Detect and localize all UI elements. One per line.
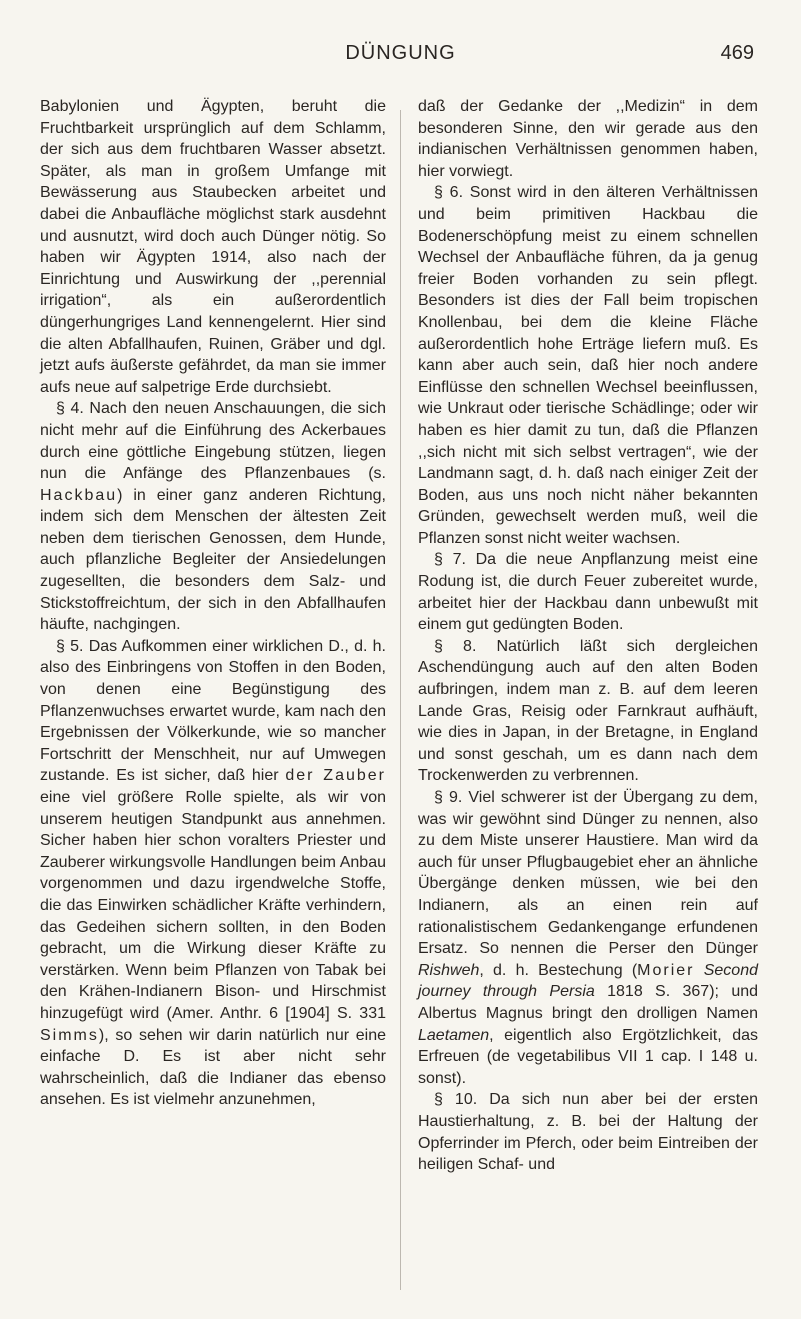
spaced-author-morier: Morier bbox=[637, 961, 695, 979]
section-5-text-c: ), so sehen wir darin natürlich nur eine einfache D. Es ist aber nicht sehr wahrscheinlich, daß die Indianer das ebenso ansehen. Es ist vielmehr anzunehmen, bbox=[40, 1026, 386, 1109]
section-9-text-a: § 9. Viel schwerer ist der Übergang zu dem, was wir gewöhnt sind Dünger zu nennen, also zu dem Miste unserer Haustiere. Man wird da auch für unser Pflugbaugebiet eher an ähnliche Übergänge denken müssen, wie bei den Indianern, als an einen rein auf rationalistischem Gedankengange erfundenen Ersatz. So nennen die Perser den Dünger bbox=[418, 789, 758, 958]
paragraph-section-7 bbox=[418, 549, 758, 635]
spaced-term-hackbau: Hackbau bbox=[40, 486, 118, 504]
italic-title-second-journey: Second journey through Persia bbox=[418, 961, 758, 1001]
paragraph-section-6 bbox=[418, 182, 758, 549]
spaced-author-simms: Simms bbox=[40, 1026, 99, 1044]
paragraph-section-10 bbox=[418, 1089, 758, 1175]
section-7-text: § 7. Da die neue Anpflanzung meist eine Rodung ist, die durch Feuer zubereitet wurde, arbeitet hier der Hackbau dann unbewußt mit einem gut gedüngten Boden. bbox=[418, 551, 758, 634]
continuation-text: daß der Gedanke der ,,Medizin“ in dem besonderen Sinne, den wir gerade aus den indianischen Verhältnissen genommen haben, hier vorwiegt. bbox=[418, 98, 758, 180]
paragraph-section-4 bbox=[40, 398, 386, 636]
paragraph-continuation bbox=[418, 96, 758, 182]
italic-term-laetamen: Laetamen bbox=[418, 1026, 490, 1044]
paragraph-intro bbox=[40, 96, 386, 398]
left-column bbox=[40, 96, 386, 1111]
section-5-text-b: eine viel größere Rolle spielte, als wir von unserem heutigen Standpunkt aus annehmen. Sicher haben hier schon voralters Priester und Zauberer wirkungsvolle Handlungen beim Anbau vorgenommen und dazu irgendwelche Stoffe, die das Einwirken schädlicher Kräfte verhindern, das Gedeihen sichern sollten, in den Boden gebracht, um die Wirkung dieser Kräfte zu verstärken. Wenn beim Pflanzen von Tabak bei den Krähen-Indianern Bison- und Hirschmist hinzugefügt wird (Amer. Anthr. 6 [1904] S. 331 bbox=[40, 789, 386, 1022]
paragraph-section-9 bbox=[418, 787, 758, 1089]
section-9-text-d: 1818 S. 367); und Albertus Magnus bringt den drolligen Namen bbox=[418, 983, 759, 1022]
section-9-text-e: , eigentlich also Ergötzlichkeit, das Erfreuen (de vegetabilibus VII 1 cap. I 148 u. sonst). bbox=[418, 1026, 758, 1087]
section-9-space bbox=[695, 962, 704, 979]
section-4-text-b: ) in einer ganz anderen Richtung, indem sich dem Menschen der ältesten Zeit neben dem tierischen Genossen, dem Hunde, auch pflanzliche Begleiter der Ansiedelungen zugesellten, die besonders dem Salz- und Stickstoffreichtum, der sich in den Abfallhaufen häufte, nachgingen. bbox=[40, 486, 386, 634]
section-4-text-a: § 4. Nach den neuen Anschauungen, die sich nicht mehr auf die Einführung des Ackerbaues durch eine göttliche Eingebung stützen, liegen nun die Anfänge des Pflanzenbaues (s. bbox=[40, 400, 386, 483]
spaced-term-zauber: der Zauber bbox=[285, 767, 386, 785]
right-column bbox=[418, 96, 758, 1176]
section-8-text: § 8. Natürlich läßt sich dergleichen Aschendüngung auch auf den alten Boden aufbringen, indem man z. B. auf dem leeren Lande Gras, Reisig oder Farnkraut aufhäuft, wie dies in Japan, in der Bretagne, in England und sonst geschah, um es dann nach dem Trockenwerden zu verbrennen. bbox=[418, 637, 758, 785]
section-5-text-a: § 5. Das Aufkommen einer wirklichen D., d. h. also des Einbringens von Stoffen in den Boden, von denen eine Begünstigung des Pflanzenwuchses erwartet wurde, kam nach den Ergebnissen der Völkerkunde, wie so mancher Fortschritt der Menschheit, nur auf Umwegen zustande. Es ist sicher, daß hier bbox=[40, 637, 386, 785]
running-head-title: DÜNGUNG bbox=[345, 42, 456, 64]
section-10-text: § 10. Da sich nun aber bei der ersten Haustierhaltung, z. B. bei der Haltung der Opferrinder im Pferch, oder beim Eintreiben der heiligen Schaf- und bbox=[418, 1091, 758, 1174]
paragraph-section-5 bbox=[40, 636, 386, 1111]
section-9-text-b: , d. h. Bestechung ( bbox=[479, 961, 638, 979]
paragraph-section-8 bbox=[418, 636, 758, 787]
paragraph-intro-text: Babylonien und Ägypten, beruht die Fruchtbarkeit ursprünglich auf dem Schlamm, der sich aus dem fruchtbaren Wasser absetzt. Später, als man in großem Umfange mit Bewässerung aus Staubecken arbeitet und dabei die Anbaufläche möglichst stark ausdehnt und ausnutzt, wird doch auch Dünger nötig. So haben wir Ägypten 1914, also nach der Einrichtung und Auswirkung der ,,perennial irrigation“, als ein außerordentlich düngerhungriges Land kennengelernt. Hier sind die alten Abfallhaufen, Ruinen, Gräber und dgl. jetzt aufs äußerste gefährdet, da man sie immer aufs neue auf salpetrige Erde durchsiebt. bbox=[40, 98, 386, 396]
section-6-text: § 6. Sonst wird in den älteren Verhältnissen und beim primitiven Hackbau die Bodenerschöpfung meist zu einem schnellen Wechsel der Anbaufläche führen, da ja genug freier Boden vorhanden zu sein pflegt. Besonders ist dies der Fall beim tropischen Knollenbau, bei dem die kleine Fläche außerordentlich hohe Erträge liefern muß. Es kann aber auch sein, daß hier noch andere Einflüsse den schnellen Wechsel beeinflussen, wie Unkraut oder tierische Schädlinge; oder wir haben es hier damit zu tun, daß die Pflanzen ,,sich nicht mit sich selbst vertragen“, wie der Landmann sagt, d. h. daß nach einiger Zeit der Boden, aus uns noch nicht näher bekannten Gründen, gewechselt werden muß, weil die Pflanzen sonst nicht weiter wachsen. bbox=[418, 184, 758, 547]
page-number: 469 bbox=[720, 42, 754, 64]
italic-term-rishweh: Rishweh bbox=[418, 961, 480, 979]
column-divider bbox=[400, 110, 401, 1290]
